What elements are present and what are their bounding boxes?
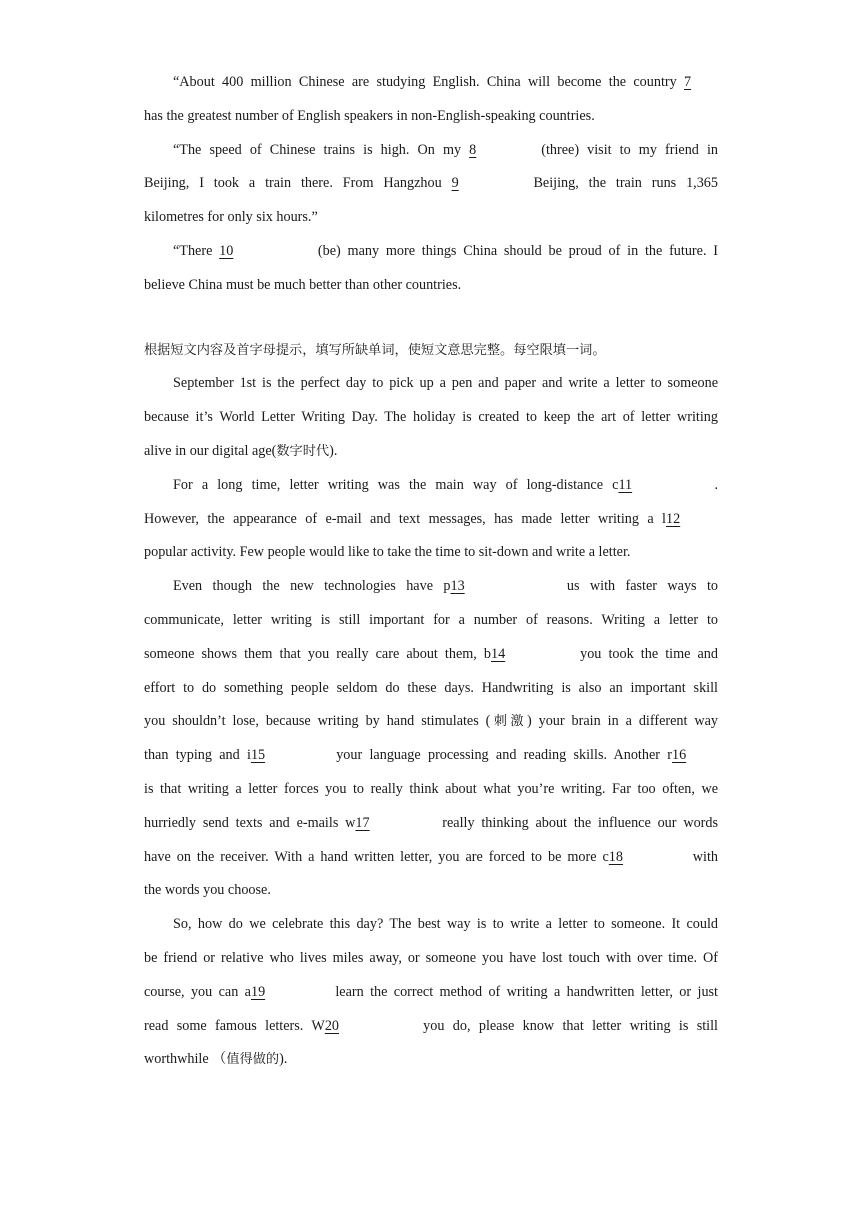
text-segment: really thinking about the influence our words [435,814,718,831]
answer-blank-16[interactable]: 16 [672,747,687,764]
answer-blank-20[interactable]: 20 [324,1017,340,1034]
answer-blank-17[interactable]: 17 [355,814,370,831]
text-segment: because it’s World Letter Writing Day. The holiday is created to keep the art of letter writing [144,409,718,426]
text-segment: So, how do we celebrate this day? The best way is to write a letter to someone. It could [173,916,718,933]
text-segment: “There [173,242,220,259]
text-line [144,100,718,134]
text-segment: ). [279,1051,288,1068]
text-segment: September 1st is the perfect day to pick up a pen and paper and write a letter to someone [173,375,718,392]
text-segment: you do, please know that letter writing is still [414,1017,718,1034]
text-line [144,976,718,1010]
answer-blank-13[interactable]: 13 [450,578,465,595]
text-segment: “The speed of Chinese trains is high. On my [173,141,470,158]
text-segment: worthwhile （ [144,1051,227,1068]
answer-blank-10[interactable]: 10 [219,242,234,259]
answer-blank-14[interactable]: 14 [491,645,506,662]
text-segment: believe China must be much better than other countries. [144,276,462,293]
text-line [144,874,718,908]
text-line [144,235,718,269]
text-line [144,638,718,672]
text-segment: read some famous letters. W [144,1017,325,1034]
text-line [144,773,718,807]
text-segment: your language processing and reading skills. Another r [328,747,672,764]
text-segment: (be) many more things China should be proud of in the future. I [311,242,718,259]
answer-blank-11[interactable]: 11 [618,476,633,493]
instruction-text: 根据短文内容及首字母提示，填写所缺单词，使短文意思完整。每空限填一词。 [144,342,606,358]
text-segment: . [714,476,718,493]
text-segment: with [686,848,718,865]
text-line [144,435,718,469]
text-line [144,66,718,100]
text-line [144,167,718,201]
text-segment: effort to do something people seldom do these days. Handwriting is also an important skill [144,679,718,696]
text-segment: kilometres for only six hours.” [144,209,318,226]
text-segment: Even though the new technologies have p [173,578,451,595]
text-segment: ) your brain in a different way [526,713,718,730]
answer-blank-19[interactable]: 19 [250,983,266,1000]
text-segment: you shouldn’t lose, because writing by hand stimulates ( [144,713,491,730]
text-segment: the words you choose. [144,882,271,899]
text-line [144,570,718,604]
answer-blank-18[interactable]: 18 [608,848,623,865]
chinese-gloss: 刺激 [490,714,527,730]
answer-blank-9[interactable]: 9 [451,175,459,192]
chinese-gloss: 值得做的 [226,1052,280,1068]
text-segment: learn the correct method of writing a handwritten letter, or just [328,983,719,1000]
text-line [144,908,718,942]
text-segment: (three) visit to my friend in [533,141,718,158]
text-segment: course, you can a [144,983,251,1000]
text-line [144,739,718,773]
text-line [144,469,718,503]
text-segment: “About 400 million Chinese are studying English. China will become the country [173,74,684,90]
text-line [144,201,718,235]
text-line [144,269,718,303]
section-gap [144,303,718,334]
text-segment: popular activity. Few people would like to take the time to sit-down and write a letter. [144,544,631,561]
answer-blank-7[interactable]: 7 [684,74,692,90]
passage-two [144,367,718,1077]
text-line [144,1010,718,1044]
text-line [144,134,718,168]
text-line [144,807,718,841]
text-line [144,841,718,875]
text-line [144,604,718,638]
text-segment: be friend or relative who lives miles away, or someone you have lost touch with over time. Of [144,949,718,966]
text-segment: you took the time and [573,645,718,662]
text-line [144,536,718,570]
text-segment: than typing and i [144,747,251,764]
text-segment: alive in our digital age( [144,442,277,459]
text-segment: ). [329,442,338,459]
text-segment: However, the appearance of e-mail and text messages, has made letter writing a l [144,510,666,527]
text-segment: us with faster ways to [556,578,718,595]
document-page [144,66,718,1077]
text-segment: have on the receiver. With a hand written letter, you are forced to be more c [144,848,609,865]
text-line [144,503,718,537]
text-segment: hurriedly send texts and e-mails w [144,814,356,831]
instruction-line [144,334,718,368]
text-segment: For a long time, letter writing was the main way of long-distance c [173,476,619,493]
text-line [144,705,718,739]
text-segment: someone shows them that you really care about them, b [144,645,492,662]
text-segment: has the greatest number of English speakers in non-English-speaking countries. [144,107,595,124]
passage-one [144,66,718,303]
text-line [144,942,718,976]
text-line [144,672,718,706]
text-line [144,367,718,401]
text-segment: communicate, letter writing is still important for a number of reasons. Writing a letter to [144,611,718,628]
text-segment: is that writing a letter forces you to really think about what you’re writing. Far too often, we [144,780,718,797]
chinese-gloss: 数字时代 [276,443,330,459]
text-segment: Beijing, the train runs 1,365 [523,175,718,192]
text-line [144,401,718,435]
text-segment: Beijing, I took a train there. From Hangzhou [144,175,452,192]
answer-blank-12[interactable]: 12 [666,510,681,527]
answer-blank-15[interactable]: 15 [250,747,266,764]
answer-blank-8[interactable]: 8 [469,141,477,158]
text-line [144,1043,718,1077]
